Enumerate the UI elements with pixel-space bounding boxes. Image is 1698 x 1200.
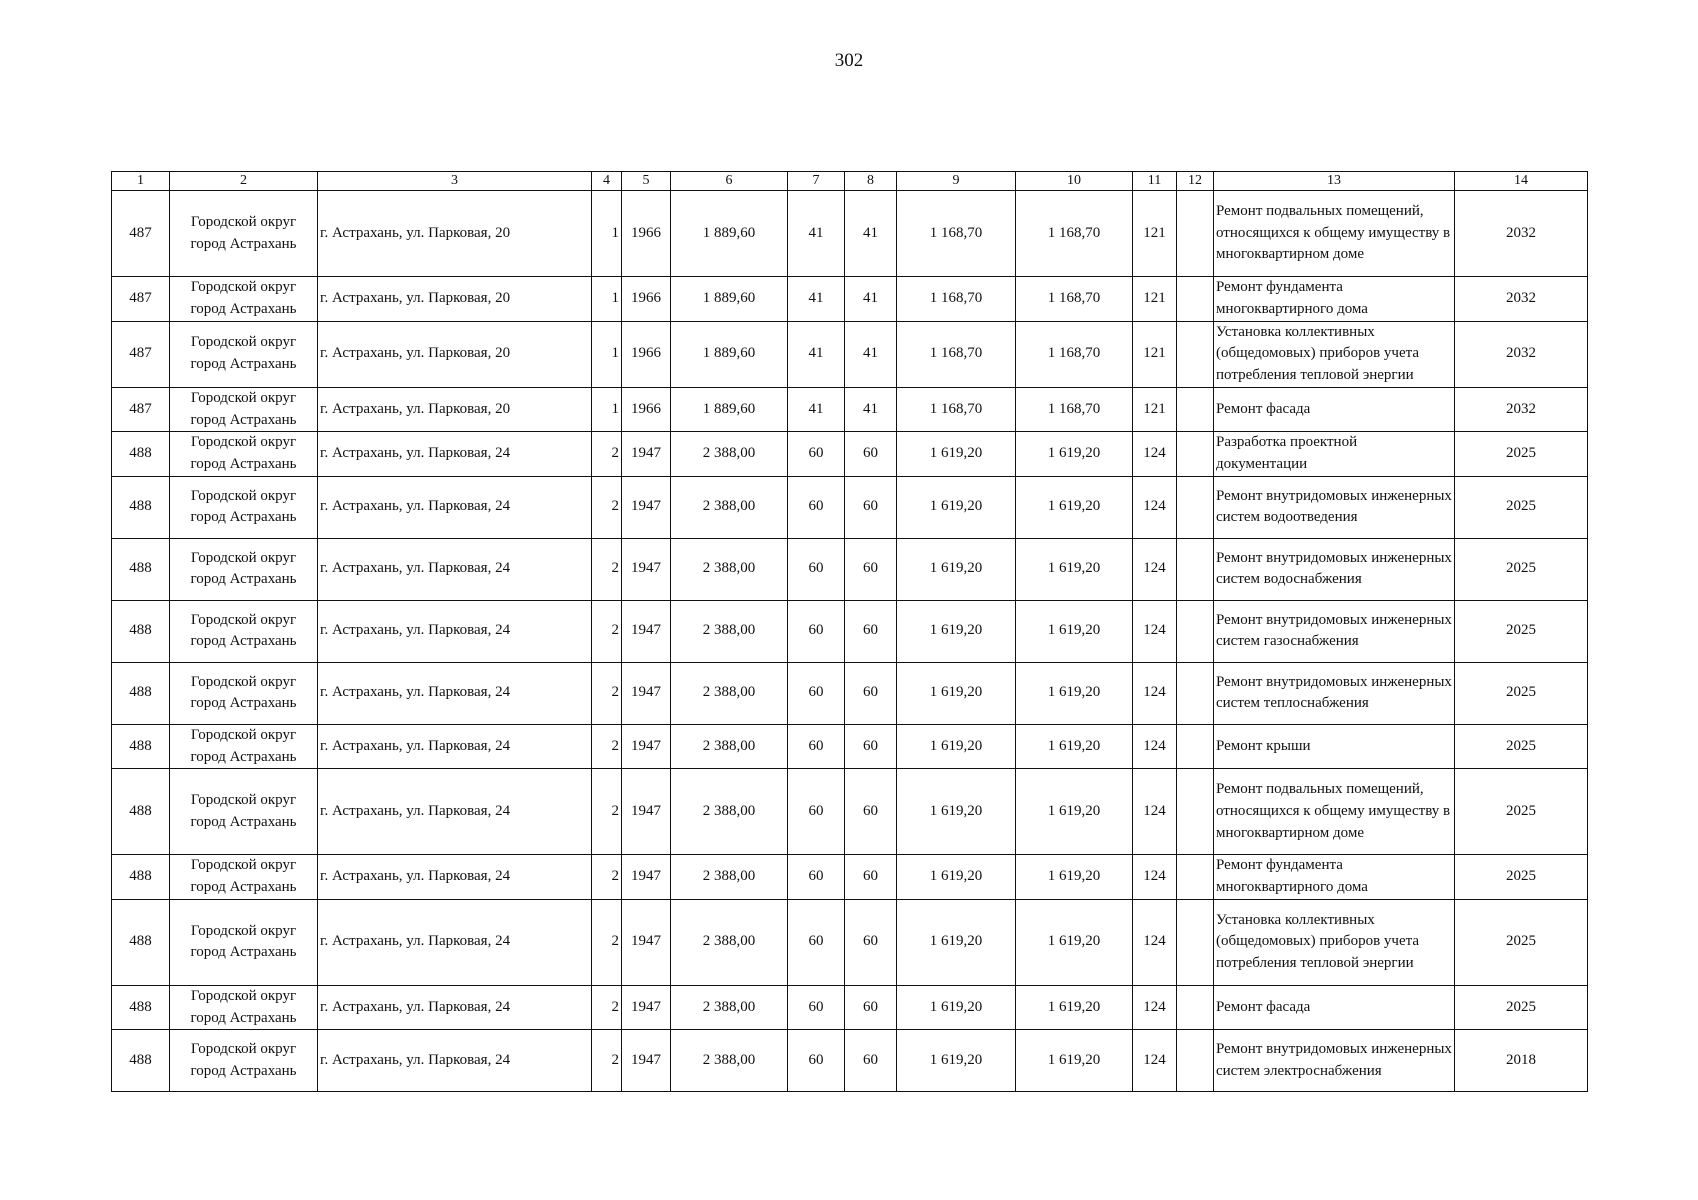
col-11-cell: 124 <box>1133 476 1177 538</box>
col-12-cell <box>1177 600 1214 662</box>
address-cell: г. Астрахань, ул. Парковая, 24 <box>318 662 592 724</box>
col-7-cell: 60 <box>788 538 845 600</box>
capital-repair-table <box>111 171 1588 1092</box>
col-6-cell: 2 388,00 <box>671 476 788 538</box>
column-number-2: 2 <box>170 172 318 191</box>
col-4-cell: 2 <box>592 985 622 1030</box>
col-7-cell: 60 <box>788 600 845 662</box>
municipality-cell: Городской округ город Астрахань <box>170 899 318 985</box>
col-9-cell: 1 168,70 <box>897 191 1016 277</box>
table-row <box>112 724 1588 769</box>
col-11-cell: 121 <box>1133 321 1177 387</box>
col-6-cell: 1 889,60 <box>671 321 788 387</box>
col-11-cell: 124 <box>1133 662 1177 724</box>
col-7-cell: 60 <box>788 1030 845 1092</box>
planned-year-cell: 2025 <box>1455 432 1588 477</box>
col-6-cell: 1 889,60 <box>671 387 788 432</box>
column-number-7: 7 <box>788 172 845 191</box>
col-12-cell <box>1177 277 1214 322</box>
row-number-cell: 488 <box>112 538 170 600</box>
row-number-cell: 488 <box>112 600 170 662</box>
col-9-cell: 1 619,20 <box>897 538 1016 600</box>
work-type-cell: Ремонт фасада <box>1214 985 1455 1030</box>
col-10-cell: 1 619,20 <box>1016 600 1133 662</box>
col-7-cell: 60 <box>788 476 845 538</box>
col-12-cell <box>1177 538 1214 600</box>
col-7-cell: 60 <box>788 769 845 855</box>
row-number-cell: 487 <box>112 387 170 432</box>
col-7-cell: 60 <box>788 855 845 900</box>
row-number-cell: 488 <box>112 985 170 1030</box>
address-cell: г. Астрахань, ул. Парковая, 24 <box>318 985 592 1030</box>
row-number-cell: 488 <box>112 1030 170 1092</box>
year-built-cell: 1947 <box>622 724 671 769</box>
table-body <box>112 191 1588 1092</box>
column-number-10: 10 <box>1016 172 1133 191</box>
row-number-cell: 488 <box>112 476 170 538</box>
table-row <box>112 985 1588 1030</box>
col-4-cell: 1 <box>592 387 622 432</box>
year-built-cell: 1966 <box>622 321 671 387</box>
col-11-cell: 124 <box>1133 432 1177 477</box>
planned-year-cell: 2025 <box>1455 855 1588 900</box>
address-cell: г. Астрахань, ул. Парковая, 20 <box>318 277 592 322</box>
address-cell: г. Астрахань, ул. Парковая, 24 <box>318 899 592 985</box>
municipality-cell: Городской округ город Астрахань <box>170 432 318 477</box>
column-number-8: 8 <box>845 172 897 191</box>
column-number-13: 13 <box>1214 172 1455 191</box>
table-row <box>112 387 1588 432</box>
col-11-cell: 124 <box>1133 600 1177 662</box>
planned-year-cell: 2018 <box>1455 1030 1588 1092</box>
municipality-cell: Городской округ город Астрахань <box>170 600 318 662</box>
work-type-cell: Установка коллективных (общедомовых) приборов учета потребления тепловой энергии <box>1214 899 1455 985</box>
col-11-cell: 124 <box>1133 769 1177 855</box>
work-type-cell: Разработка проектной документации <box>1214 432 1455 477</box>
municipality-cell: Городской округ город Астрахань <box>170 476 318 538</box>
col-7-cell: 41 <box>788 321 845 387</box>
municipality-cell: Городской округ город Астрахань <box>170 662 318 724</box>
year-built-cell: 1947 <box>622 432 671 477</box>
col-9-cell: 1 619,20 <box>897 985 1016 1030</box>
column-number-9: 9 <box>897 172 1016 191</box>
municipality-cell: Городской округ город Астрахань <box>170 985 318 1030</box>
address-cell: г. Астрахань, ул. Парковая, 24 <box>318 1030 592 1092</box>
column-number-1: 1 <box>112 172 170 191</box>
col-8-cell: 60 <box>845 769 897 855</box>
col-8-cell: 60 <box>845 476 897 538</box>
address-cell: г. Астрахань, ул. Парковая, 24 <box>318 724 592 769</box>
col-9-cell: 1 168,70 <box>897 321 1016 387</box>
planned-year-cell: 2025 <box>1455 662 1588 724</box>
col-12-cell <box>1177 985 1214 1030</box>
planned-year-cell: 2032 <box>1455 321 1588 387</box>
table-row <box>112 191 1588 277</box>
year-built-cell: 1947 <box>622 476 671 538</box>
row-number-cell: 488 <box>112 769 170 855</box>
table-row <box>112 538 1588 600</box>
col-10-cell: 1 168,70 <box>1016 277 1133 322</box>
col-4-cell: 2 <box>592 899 622 985</box>
col-6-cell: 2 388,00 <box>671 855 788 900</box>
col-6-cell: 2 388,00 <box>671 600 788 662</box>
col-4-cell: 2 <box>592 724 622 769</box>
planned-year-cell: 2025 <box>1455 476 1588 538</box>
column-number-11: 11 <box>1133 172 1177 191</box>
municipality-cell: Городской округ город Астрахань <box>170 387 318 432</box>
col-9-cell: 1 619,20 <box>897 855 1016 900</box>
address-cell: г. Астрахань, ул. Парковая, 24 <box>318 538 592 600</box>
year-built-cell: 1947 <box>622 769 671 855</box>
planned-year-cell: 2025 <box>1455 769 1588 855</box>
address-cell: г. Астрахань, ул. Парковая, 24 <box>318 476 592 538</box>
col-8-cell: 60 <box>845 724 897 769</box>
col-11-cell: 121 <box>1133 191 1177 277</box>
col-9-cell: 1 619,20 <box>897 1030 1016 1092</box>
col-9-cell: 1 619,20 <box>897 769 1016 855</box>
planned-year-cell: 2032 <box>1455 277 1588 322</box>
work-type-cell: Ремонт подвальных помещений, относящихся к общему имуществу в многоквартирном доме <box>1214 769 1455 855</box>
col-6-cell: 2 388,00 <box>671 724 788 769</box>
row-number-cell: 487 <box>112 277 170 322</box>
col-8-cell: 60 <box>845 855 897 900</box>
municipality-cell: Городской округ город Астрахань <box>170 321 318 387</box>
work-type-cell: Ремонт внутридомовых инженерных систем водоотведения <box>1214 476 1455 538</box>
col-12-cell <box>1177 432 1214 477</box>
work-type-cell: Ремонт внутридомовых инженерных систем теплоснабжения <box>1214 662 1455 724</box>
municipality-cell: Городской округ город Астрахань <box>170 855 318 900</box>
work-type-cell: Установка коллективных (общедомовых) приборов учета потребления тепловой энергии <box>1214 321 1455 387</box>
col-12-cell <box>1177 1030 1214 1092</box>
col-12-cell <box>1177 191 1214 277</box>
col-6-cell: 2 388,00 <box>671 985 788 1030</box>
col-7-cell: 41 <box>788 387 845 432</box>
col-4-cell: 2 <box>592 662 622 724</box>
table-row <box>112 769 1588 855</box>
page-number: 302 <box>834 50 864 71</box>
col-10-cell: 1 619,20 <box>1016 432 1133 477</box>
col-9-cell: 1 619,20 <box>897 662 1016 724</box>
year-built-cell: 1947 <box>622 600 671 662</box>
municipality-cell: Городской округ город Астрахань <box>170 191 318 277</box>
col-6-cell: 2 388,00 <box>671 662 788 724</box>
planned-year-cell: 2025 <box>1455 899 1588 985</box>
col-11-cell: 121 <box>1133 277 1177 322</box>
col-11-cell: 124 <box>1133 538 1177 600</box>
table-row <box>112 277 1588 322</box>
col-8-cell: 60 <box>845 432 897 477</box>
address-cell: г. Астрахань, ул. Парковая, 24 <box>318 432 592 477</box>
col-8-cell: 41 <box>845 191 897 277</box>
col-7-cell: 60 <box>788 724 845 769</box>
municipality-cell: Городской округ город Астрахань <box>170 769 318 855</box>
col-7-cell: 60 <box>788 432 845 477</box>
col-6-cell: 2 388,00 <box>671 538 788 600</box>
col-12-cell <box>1177 662 1214 724</box>
column-number-row <box>112 172 1588 191</box>
col-4-cell: 2 <box>592 855 622 900</box>
col-9-cell: 1 168,70 <box>897 277 1016 322</box>
col-4-cell: 1 <box>592 191 622 277</box>
planned-year-cell: 2032 <box>1455 191 1588 277</box>
municipality-cell: Городской округ город Астрахань <box>170 538 318 600</box>
municipality-cell: Городской округ город Астрахань <box>170 724 318 769</box>
col-10-cell: 1 619,20 <box>1016 855 1133 900</box>
address-cell: г. Астрахань, ул. Парковая, 24 <box>318 769 592 855</box>
planned-year-cell: 2025 <box>1455 600 1588 662</box>
year-built-cell: 1947 <box>622 662 671 724</box>
col-11-cell: 124 <box>1133 985 1177 1030</box>
col-7-cell: 60 <box>788 985 845 1030</box>
col-10-cell: 1 168,70 <box>1016 321 1133 387</box>
address-cell: г. Астрахань, ул. Парковая, 20 <box>318 387 592 432</box>
col-8-cell: 60 <box>845 662 897 724</box>
year-built-cell: 1947 <box>622 899 671 985</box>
col-8-cell: 60 <box>845 1030 897 1092</box>
col-9-cell: 1 619,20 <box>897 432 1016 477</box>
col-11-cell: 124 <box>1133 724 1177 769</box>
column-number-6: 6 <box>671 172 788 191</box>
col-9-cell: 1 619,20 <box>897 600 1016 662</box>
year-built-cell: 1966 <box>622 277 671 322</box>
col-8-cell: 41 <box>845 321 897 387</box>
row-number-cell: 488 <box>112 432 170 477</box>
work-type-cell: Ремонт подвальных помещений, относящихся к общему имуществу в многоквартирном доме <box>1214 191 1455 277</box>
col-12-cell <box>1177 476 1214 538</box>
col-6-cell: 2 388,00 <box>671 432 788 477</box>
table-row <box>112 1030 1588 1092</box>
planned-year-cell: 2025 <box>1455 538 1588 600</box>
col-10-cell: 1 619,20 <box>1016 662 1133 724</box>
col-12-cell <box>1177 321 1214 387</box>
col-4-cell: 2 <box>592 600 622 662</box>
planned-year-cell: 2025 <box>1455 724 1588 769</box>
table-row <box>112 432 1588 477</box>
table-row <box>112 476 1588 538</box>
col-8-cell: 41 <box>845 277 897 322</box>
col-12-cell <box>1177 769 1214 855</box>
column-number-4: 4 <box>592 172 622 191</box>
row-number-cell: 488 <box>112 899 170 985</box>
row-number-cell: 487 <box>112 321 170 387</box>
year-built-cell: 1966 <box>622 387 671 432</box>
col-9-cell: 1 168,70 <box>897 387 1016 432</box>
col-4-cell: 2 <box>592 1030 622 1092</box>
col-10-cell: 1 619,20 <box>1016 538 1133 600</box>
col-11-cell: 121 <box>1133 387 1177 432</box>
table-row <box>112 600 1588 662</box>
row-number-cell: 487 <box>112 191 170 277</box>
col-6-cell: 1 889,60 <box>671 191 788 277</box>
year-built-cell: 1947 <box>622 855 671 900</box>
col-6-cell: 2 388,00 <box>671 1030 788 1092</box>
address-cell: г. Астрахань, ул. Парковая, 24 <box>318 600 592 662</box>
year-built-cell: 1947 <box>622 1030 671 1092</box>
col-4-cell: 2 <box>592 432 622 477</box>
work-type-cell: Ремонт фасада <box>1214 387 1455 432</box>
column-number-3: 3 <box>318 172 592 191</box>
col-4-cell: 1 <box>592 277 622 322</box>
col-8-cell: 60 <box>845 538 897 600</box>
col-10-cell: 1 619,20 <box>1016 985 1133 1030</box>
col-4-cell: 1 <box>592 321 622 387</box>
year-built-cell: 1947 <box>622 538 671 600</box>
municipality-cell: Городской округ город Астрахань <box>170 277 318 322</box>
planned-year-cell: 2025 <box>1455 985 1588 1030</box>
work-type-cell: Ремонт фундамента многоквартирного дома <box>1214 277 1455 322</box>
col-12-cell <box>1177 899 1214 985</box>
address-cell: г. Астрахань, ул. Парковая, 20 <box>318 191 592 277</box>
municipality-cell: Городской округ город Астрахань <box>170 1030 318 1092</box>
row-number-cell: 488 <box>112 855 170 900</box>
table-row <box>112 321 1588 387</box>
col-8-cell: 60 <box>845 600 897 662</box>
year-built-cell: 1947 <box>622 985 671 1030</box>
col-7-cell: 41 <box>788 277 845 322</box>
col-4-cell: 2 <box>592 538 622 600</box>
col-6-cell: 2 388,00 <box>671 899 788 985</box>
work-type-cell: Ремонт внутридомовых инженерных систем водоснабжения <box>1214 538 1455 600</box>
col-6-cell: 2 388,00 <box>671 769 788 855</box>
year-built-cell: 1966 <box>622 191 671 277</box>
col-7-cell: 60 <box>788 899 845 985</box>
col-10-cell: 1 168,70 <box>1016 387 1133 432</box>
col-10-cell: 1 619,20 <box>1016 724 1133 769</box>
col-10-cell: 1 619,20 <box>1016 476 1133 538</box>
col-11-cell: 124 <box>1133 855 1177 900</box>
col-12-cell <box>1177 724 1214 769</box>
col-11-cell: 124 <box>1133 1030 1177 1092</box>
row-number-cell: 488 <box>112 662 170 724</box>
work-type-cell: Ремонт внутридомовых инженерных систем электроснабжения <box>1214 1030 1455 1092</box>
column-number-14: 14 <box>1455 172 1588 191</box>
work-type-cell: Ремонт крыши <box>1214 724 1455 769</box>
col-4-cell: 2 <box>592 476 622 538</box>
col-11-cell: 124 <box>1133 899 1177 985</box>
col-8-cell: 60 <box>845 985 897 1030</box>
col-7-cell: 60 <box>788 662 845 724</box>
col-12-cell <box>1177 387 1214 432</box>
col-9-cell: 1 619,20 <box>897 476 1016 538</box>
column-number-12: 12 <box>1177 172 1214 191</box>
col-8-cell: 41 <box>845 387 897 432</box>
col-8-cell: 60 <box>845 899 897 985</box>
planned-year-cell: 2032 <box>1455 387 1588 432</box>
col-6-cell: 1 889,60 <box>671 277 788 322</box>
col-7-cell: 41 <box>788 191 845 277</box>
work-type-cell: Ремонт внутридомовых инженерных систем газоснабжения <box>1214 600 1455 662</box>
address-cell: г. Астрахань, ул. Парковая, 20 <box>318 321 592 387</box>
row-number-cell: 488 <box>112 724 170 769</box>
col-4-cell: 2 <box>592 769 622 855</box>
column-number-5: 5 <box>622 172 671 191</box>
table-row <box>112 662 1588 724</box>
col-10-cell: 1 619,20 <box>1016 899 1133 985</box>
address-cell: г. Астрахань, ул. Парковая, 24 <box>318 855 592 900</box>
col-10-cell: 1 619,20 <box>1016 769 1133 855</box>
col-10-cell: 1 619,20 <box>1016 1030 1133 1092</box>
col-9-cell: 1 619,20 <box>897 899 1016 985</box>
col-12-cell <box>1177 855 1214 900</box>
col-9-cell: 1 619,20 <box>897 724 1016 769</box>
col-10-cell: 1 168,70 <box>1016 191 1133 277</box>
table-row <box>112 899 1588 985</box>
work-type-cell: Ремонт фундамента многоквартирного дома <box>1214 855 1455 900</box>
table-row <box>112 855 1588 900</box>
